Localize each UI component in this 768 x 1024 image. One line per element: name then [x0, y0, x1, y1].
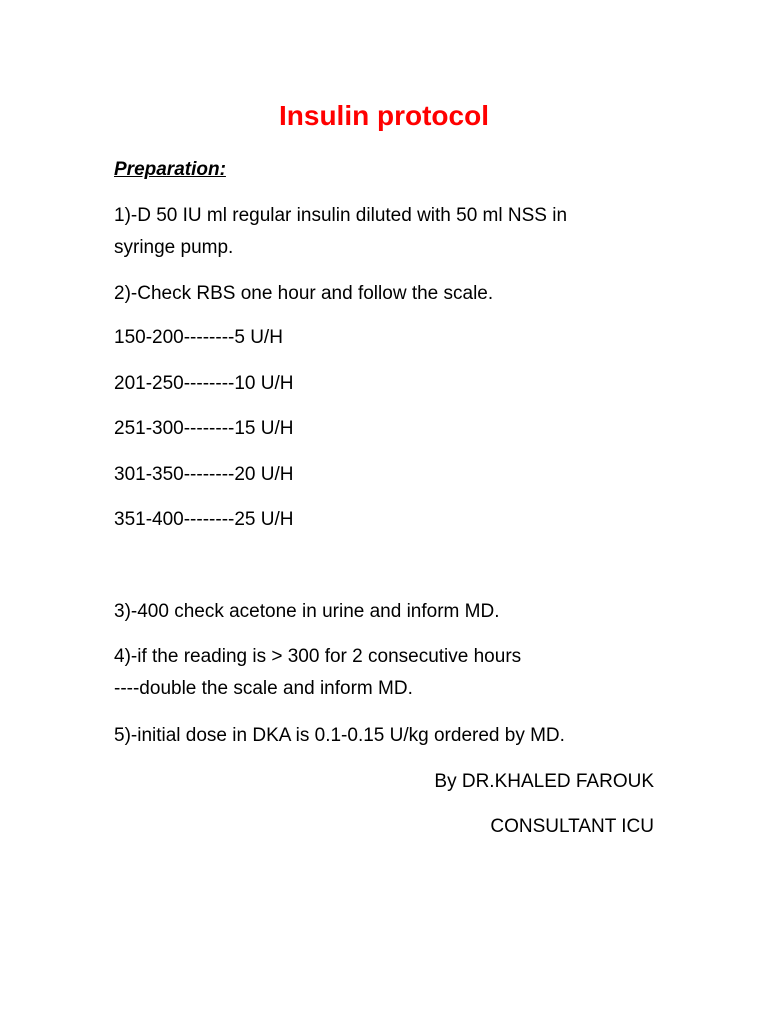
step-4: 4)-if the reading is > 300 for 2 consecutive hours ----double the scale and inform MD.	[114, 646, 522, 699]
section-heading: Preparation:	[114, 159, 226, 180]
step-5: 5)-initial dose in DKA is 0.1-0.15 U/kg ordered by MD.	[114, 725, 565, 746]
scale-row: 351-400--------25 U/H	[114, 509, 294, 530]
author-title: CONSULTANT ICU	[490, 816, 654, 837]
step-2: 2)-Check RBS one hour and follow the scale.	[114, 283, 494, 304]
scale-row: 301-350--------20 U/H	[114, 464, 294, 485]
scale-row: 251-300--------15 U/H	[114, 418, 294, 439]
document-title: Insulin protocol	[279, 100, 489, 131]
scale-row: 201-250--------10 U/H	[114, 373, 294, 394]
scale-row: 150-200--------5 U/H	[114, 327, 283, 348]
step-1: 1)-D 50 IU ml regular insulin diluted with 50 ml NSS in syringe pump.	[114, 205, 568, 258]
author-name: By DR.KHALED FAROUK	[434, 771, 654, 792]
step-3: 3)-400 check acetone in urine and inform MD.	[114, 601, 500, 622]
